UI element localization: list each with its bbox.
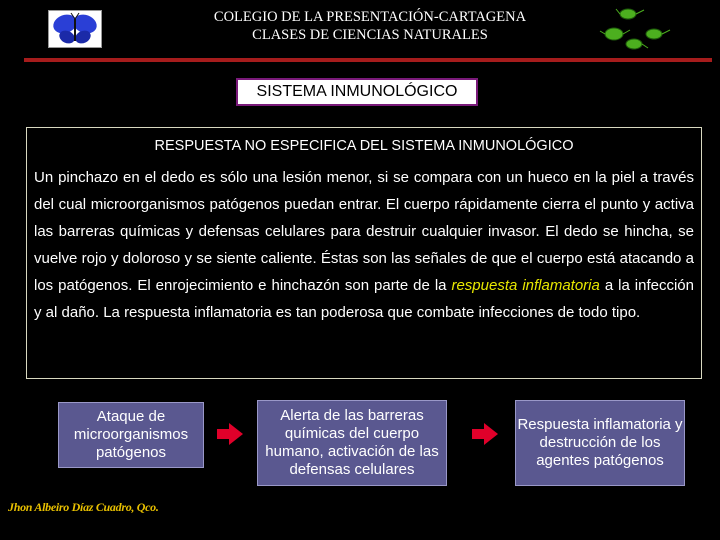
slide-title: SISTEMA INMUNOLÓGICO: [236, 78, 478, 106]
step-box-response: Respuesta inflamatoria y destrucción de los agentes patógenos: [515, 400, 685, 486]
butterfly-icon: [48, 10, 102, 48]
highlight-term: respuesta inflamatoria: [451, 277, 600, 294]
content-box: [26, 127, 702, 379]
author-credit: Jhon Albeiro Díaz Cuadro, Qco.: [8, 500, 159, 514]
school-header: [150, 8, 590, 44]
right-arrow-icon: [472, 423, 498, 445]
step-box-alert: Alerta de las barreras químicas del cuerpo humano, activación de las defensas celulares: [257, 400, 447, 486]
step-box-attack: Ataque de microorganismos patógenos: [58, 402, 204, 468]
right-arrow-icon: [217, 423, 243, 445]
school-name: COLEGIO DE LA PRESENTACIÓN-CARTAGENA: [213, 9, 527, 25]
content-heading: RESPUESTA NO ESPECIFICA DEL SISTEMA INMUNOLÓGICO: [154, 138, 574, 154]
content-paragraph: [34, 164, 694, 326]
class-name: CLASES DE CIENCIAS NATURALES: [252, 27, 488, 43]
microorganisms-icon: [598, 4, 676, 56]
header-divider: [24, 58, 712, 62]
paragraph-text-start: Un pinchazo en el dedo es sólo una lesión menor, si se compara con un hueco en la piel a través del cual microorganismos patógenos puedan entrar. El cuerpo rápidamente cierra el punto y activa las barreras químicas y defensas celulares para destruir cualquier invasor. El dedo se hincha, se vuelve rojo y doloroso y se siente caliente. Éstas son las señales de que el cuerpo está atacando a los patógenos. El enrojecimiento e hinchazón son parte de la: [34, 169, 694, 294]
paragraph-text-end: a la infección y al daño. La respuesta inflamatoria es tan poderosa que combate infecciones de todo tipo.: [34, 277, 694, 321]
